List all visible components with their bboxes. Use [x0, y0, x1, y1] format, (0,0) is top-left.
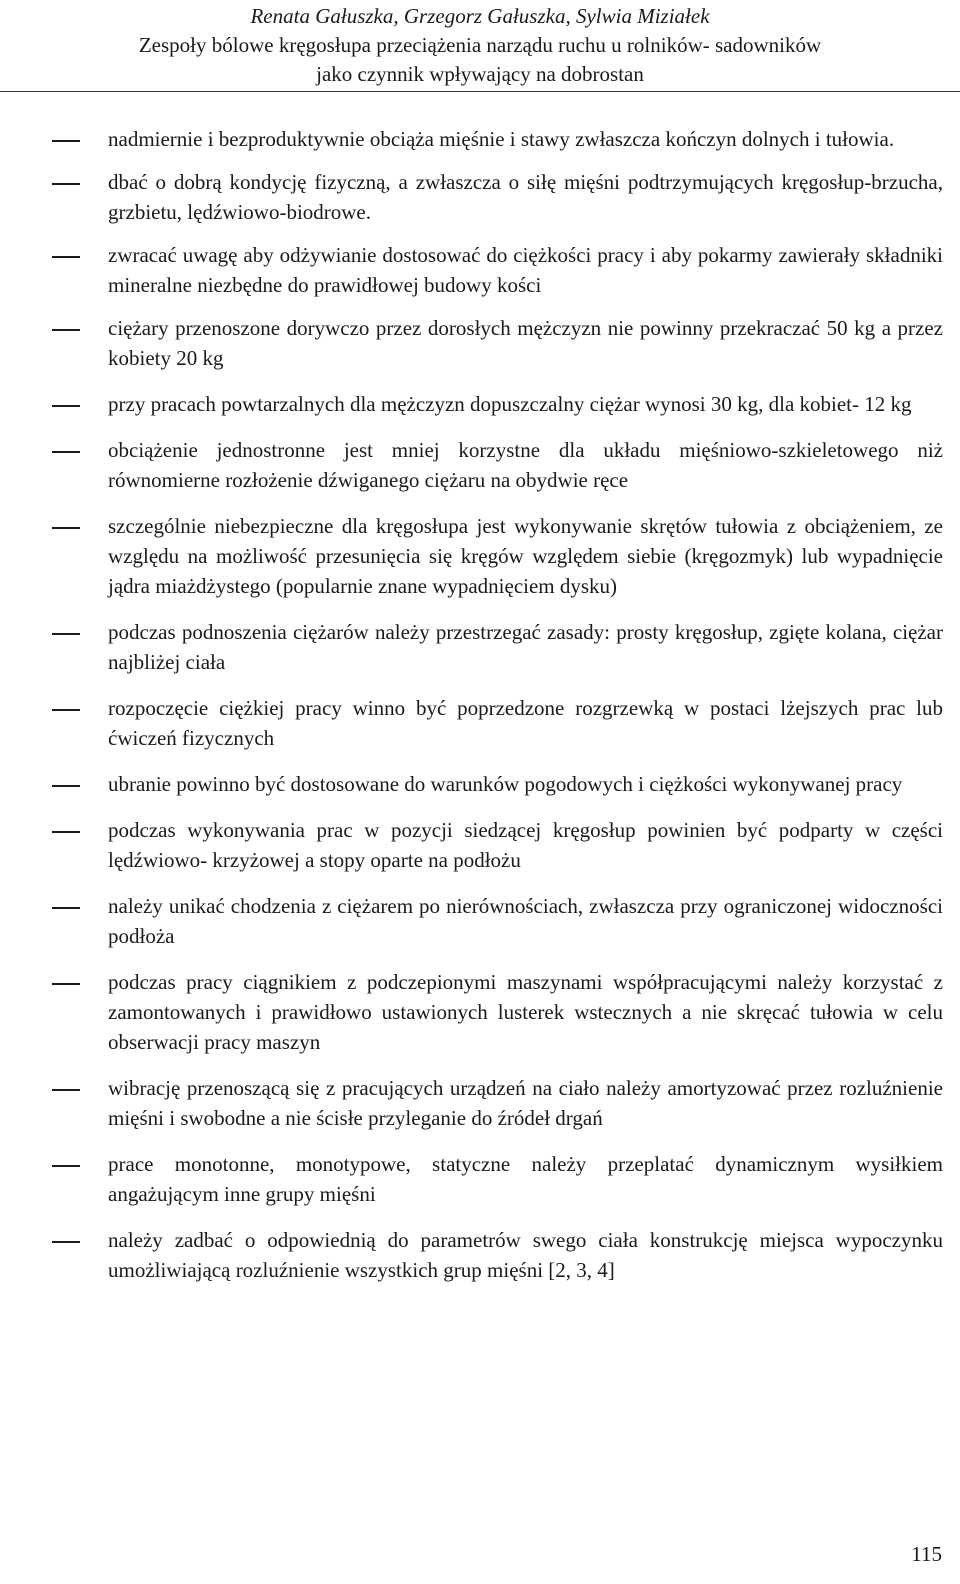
list-item: [52, 435, 943, 495]
list-item-text: dbać o dobrą kondycję fizyczną, a zwłaszcza o siłę mięśni podtrzymujących kręgosłup-brzucha, grzbietu, lędźwiowo-biodrowe.: [108, 170, 943, 224]
list-item: [52, 891, 943, 951]
list-item: [52, 1073, 943, 1133]
page-number: 115: [911, 1542, 942, 1566]
list-item-text: wibrację przenoszącą się z pracujących urządzeń na ciało należy amortyzować przez rozluźnienie mięśni i swobodne a nie ścisłe przyleganie do źródeł drgań: [108, 1076, 943, 1130]
running-header: [0, 0, 960, 92]
list-item: [52, 1149, 943, 1209]
list-item: [52, 511, 943, 601]
list-item: [52, 693, 943, 753]
recommendations-list: [52, 124, 943, 1301]
list-item-text: podczas pracy ciągnikiem z podczepionymi maszynami współpracującymi należy korzystać z zamontowanych i prawidłowo ustawionych lusterek wstecznych a nie skręcać tułowia w celu obserwacji pracy maszyn: [108, 970, 943, 1054]
list-item-text: obciążenie jednostronne jest mniej korzystne dla układu mięśniowo-szkieletowego niż równomierne rozłożenie dźwiganego ciężaru na obydwie ręce: [108, 438, 943, 492]
list-item-text: podczas podnoszenia ciężarów należy przestrzegać zasady: prosty kręgosłup, zgięte kolana, ciężar najbliżej ciała: [108, 620, 943, 674]
list-item: [52, 124, 943, 154]
list-item: [52, 815, 943, 875]
header-title-line-1: Zespoły bólowe kręgosłupa przeciążenia narządu ruchu u rolników- sadowników: [138, 33, 822, 57]
list-item: [52, 240, 943, 300]
header-title-line-2: jako czynnik wpływający na dobrostan: [316, 62, 644, 86]
list-item-text: szczególnie niebezpieczne dla kręgosłupa jest wykonywanie skrętów tułowia z obciążeniem, ze względu na możliwość przesunięcia się kręgów względem siebie (kręgozmyk) lub wypadnięcie jądra miażdżystego (popularnie znane wypadnięciem dysku): [108, 514, 943, 598]
list-item: [52, 967, 943, 1057]
list-item: [52, 769, 943, 799]
list-item-text: przy pracach powtarzalnych dla mężczyzn dopuszczalny ciężar wynosi 30 kg, dla kobiet- 12 kg: [108, 392, 912, 416]
list-item-text: należy unikać chodzenia z ciężarem po nierównościach, zwłaszcza przy ograniczonej widoczności podłoża: [108, 894, 943, 948]
list-item-text: ubranie powinno być dostosowane do warunków pogodowych i ciężkości wykonywanej pracy: [108, 772, 903, 796]
list-item-text: prace monotonne, monotypowe, statyczne należy przeplatać dynamicznym wysiłkiem angażującym inne grupy mięśni: [108, 1152, 943, 1206]
list-item-text: nadmiernie i bezproduktywnie obciąża mięśnie i stawy zwłaszcza kończyn dolnych i tułowia.: [108, 127, 895, 151]
header-authors: Renata Gałuszka, Grzegorz Gałuszka, Sylwia Miziałek: [250, 4, 710, 28]
list-item: [52, 617, 943, 677]
list-item-text: podczas wykonywania prac w pozycji siedzącej kręgosłup powinien być podparty w części lędźwiowo- krzyżowej a stopy oparte na podłożu: [108, 818, 943, 872]
list-item-text: ciężary przenoszone dorywczo przez dorosłych mężczyzn nie powinny przekraczać 50 kg a przez kobiety 20 kg: [108, 316, 943, 370]
list-item: [52, 389, 943, 419]
list-item-text: rozpoczęcie ciężkiej pracy winno być poprzedzone rozgrzewką w postaci lżejszych prac lub ćwiczeń fizycznych: [108, 696, 943, 750]
list-item-text: zwracać uwagę aby odżywianie dostosować do ciężkości pracy i aby pokarmy zawierały składniki mineralne niezbędne do prawidłowej budowy kości: [108, 243, 943, 297]
list-item: [52, 313, 943, 373]
list-item: [52, 1225, 943, 1285]
list-item-text: należy zadbać o odpowiednią do parametrów swego ciała konstrukcję miejsca wypoczynku umożliwiającą rozluźnienie wszystkich grup mięśni [2, 3, 4]: [108, 1228, 943, 1282]
list-item: [52, 167, 943, 227]
